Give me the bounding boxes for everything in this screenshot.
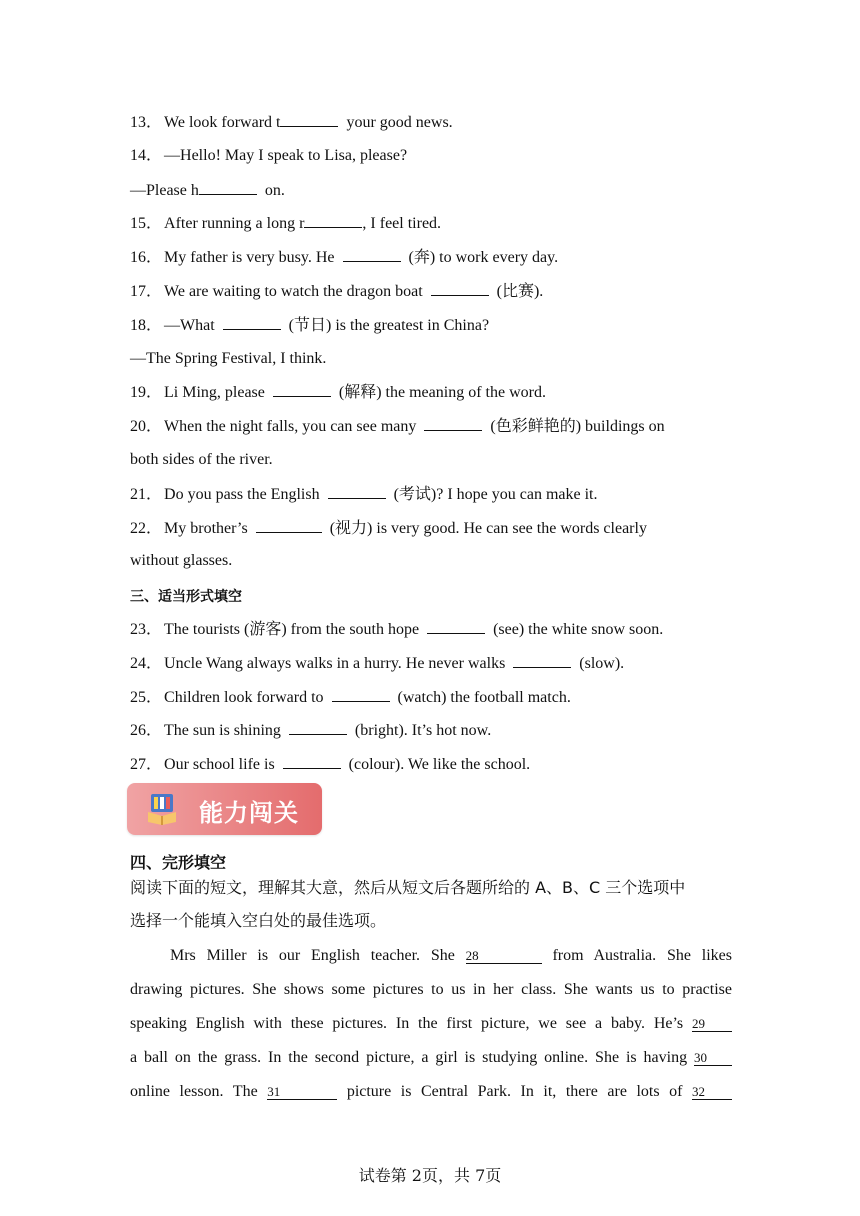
question-number: 15． <box>130 215 163 233</box>
cloze-blank-32: 32 <box>692 1085 732 1100</box>
cloze-blank-31: 31 <box>267 1085 337 1100</box>
question-number: 18． <box>130 316 163 334</box>
question-text: My father is very busy. He <box>164 249 343 267</box>
passage-line-5: online lesson. The 31 picture is Central Park. In it, there are lots of 32 <box>130 1082 732 1102</box>
answer-blank[interactable] <box>513 653 571 668</box>
question-number: 14． <box>130 146 163 164</box>
section-3-question-line <box>130 619 663 640</box>
question-text-after-blank: on. <box>256 181 285 199</box>
passage-line-1: Mrs Miller is our English teacher. She 28 from Australia. She likes <box>170 947 732 964</box>
cloze-blank-30: 30 <box>694 1051 732 1066</box>
question-text: The tourists (游客) from the south hope <box>164 621 428 638</box>
section-3-question-line <box>130 687 571 708</box>
answer-blank[interactable] <box>280 112 338 127</box>
question-text: Children look forward to <box>164 688 332 706</box>
question-number: 23． <box>130 621 163 638</box>
question-text-after-blank: (比赛). <box>488 283 544 300</box>
question-text-after-blank: (slow). <box>571 654 625 672</box>
question-number: 21． <box>130 485 163 503</box>
section-2-question-line <box>130 551 232 571</box>
question-text: without glasses. <box>130 552 233 570</box>
section-2-question-line <box>130 315 489 336</box>
question-text: Our school life is <box>164 756 283 774</box>
passage-line-3: speaking English with these pictures. In the first picture, we see a baby. He’s 29 <box>130 1014 732 1034</box>
section-2-question-line <box>130 484 598 505</box>
section-2-question-line <box>130 349 326 369</box>
section-2-question-line <box>130 112 453 133</box>
passage-line-2: drawing pictures. She shows some pictures to us in her class. She wants us to practise <box>130 981 732 998</box>
question-number: 24． <box>130 654 163 672</box>
answer-blank[interactable] <box>427 619 485 634</box>
answer-blank[interactable] <box>332 687 390 702</box>
question-text-after-blank: (解释) the meaning of the word. <box>330 384 546 402</box>
section-2-question-line <box>130 146 407 166</box>
section-2-question-line <box>130 247 558 268</box>
question-text-after-blank: (colour). We like the school. <box>340 756 531 774</box>
question-number: 26． <box>130 722 163 740</box>
question-text: —Hello! May I speak to Lisa, please? <box>164 146 408 164</box>
section-3-question-line <box>130 653 624 674</box>
question-text: Do you pass the English <box>164 485 328 503</box>
page-footer: 试卷第 2页，共 7页 <box>358 1166 502 1185</box>
passage-line-4: a ball on the grass. In the second picture, a girl is studying online. She is having 30 <box>130 1048 732 1068</box>
section-2-question-line <box>130 416 665 437</box>
ability-banner <box>127 783 322 835</box>
question-number: 16． <box>130 249 163 267</box>
answer-blank[interactable] <box>273 382 331 397</box>
answer-blank[interactable] <box>304 213 362 228</box>
question-text-after-blank: (see) the white snow soon. <box>485 621 664 638</box>
section-3-question-line <box>130 720 491 741</box>
question-text-after-blank: (考试)? I hope you can make it. <box>385 485 598 503</box>
section-2-question-line <box>130 281 543 302</box>
question-text: —The Spring Festival, I think. <box>130 349 327 367</box>
question-text: Li Ming, please <box>164 384 273 402</box>
question-text: —Please h <box>130 181 199 199</box>
section-3-question-line <box>130 754 530 775</box>
answer-blank[interactable] <box>223 315 281 330</box>
question-number: 27． <box>130 756 163 774</box>
question-text-after-blank: your good news. <box>338 114 453 131</box>
section-4-heading: 四、完形填空 <box>130 853 227 872</box>
question-text-after-blank: (bright). It’s hot now. <box>346 722 492 740</box>
question-text: We look forward t <box>164 114 281 131</box>
answer-blank[interactable] <box>283 754 341 769</box>
section-4-instructions-line-1: 阅读下面的短文，理解其大意，然后从短文后各题所给的 A、B、C 三个选项中 <box>130 878 686 897</box>
question-text: When the night falls, you can see many <box>164 418 425 436</box>
cloze-blank-28: 28 <box>466 949 542 964</box>
question-text-after-blank: (视力) is very good. He can see the words clearly <box>321 519 647 537</box>
section-2-question-line <box>130 180 285 201</box>
question-number: 22． <box>130 519 163 537</box>
question-text: The sun is shining <box>164 722 289 740</box>
question-text: —What <box>164 316 223 334</box>
answer-blank[interactable] <box>424 416 482 431</box>
answer-blank[interactable] <box>199 180 257 195</box>
book-stand-icon <box>145 792 179 826</box>
section-2-question-line <box>130 382 546 403</box>
section-2-question-line <box>130 213 441 234</box>
question-text: both sides of the river. <box>130 451 273 468</box>
question-number: 17． <box>130 283 163 300</box>
question-text: We are waiting to watch the dragon boat <box>164 283 431 300</box>
answer-blank[interactable] <box>343 247 401 262</box>
section-2-question-line <box>130 518 647 539</box>
section-2-question-line <box>130 450 273 470</box>
question-number: 20． <box>130 418 163 436</box>
question-text-after-blank: (色彩鲜艳的) buildings on <box>482 418 665 436</box>
question-text: My brother’s <box>164 519 256 537</box>
question-number: 13． <box>130 114 163 131</box>
answer-blank[interactable] <box>431 281 489 296</box>
question-text: Uncle Wang always walks in a hurry. He never walks <box>164 654 514 672</box>
answer-blank[interactable] <box>256 518 322 533</box>
question-number: 25． <box>130 688 163 706</box>
cloze-blank-29: 29 <box>692 1017 732 1032</box>
question-number: 19． <box>130 384 163 402</box>
question-text-after-blank: (奔) to work every day. <box>400 249 559 267</box>
section-4-instructions-line-2: 选择一个能填入空白处的最佳选项。 <box>130 911 387 930</box>
question-text-after-blank: (节日) is the greatest in China? <box>280 316 490 334</box>
answer-blank[interactable] <box>328 484 386 499</box>
question-text: After running a long r <box>164 215 305 233</box>
banner-title: 能力闯关 <box>199 799 299 827</box>
answer-blank[interactable] <box>289 720 347 735</box>
question-text-after-blank: , I feel tired. <box>362 215 442 233</box>
section-3-heading: 三、适当形式填空 <box>130 589 242 605</box>
question-text-after-blank: (watch) the football match. <box>389 688 571 706</box>
